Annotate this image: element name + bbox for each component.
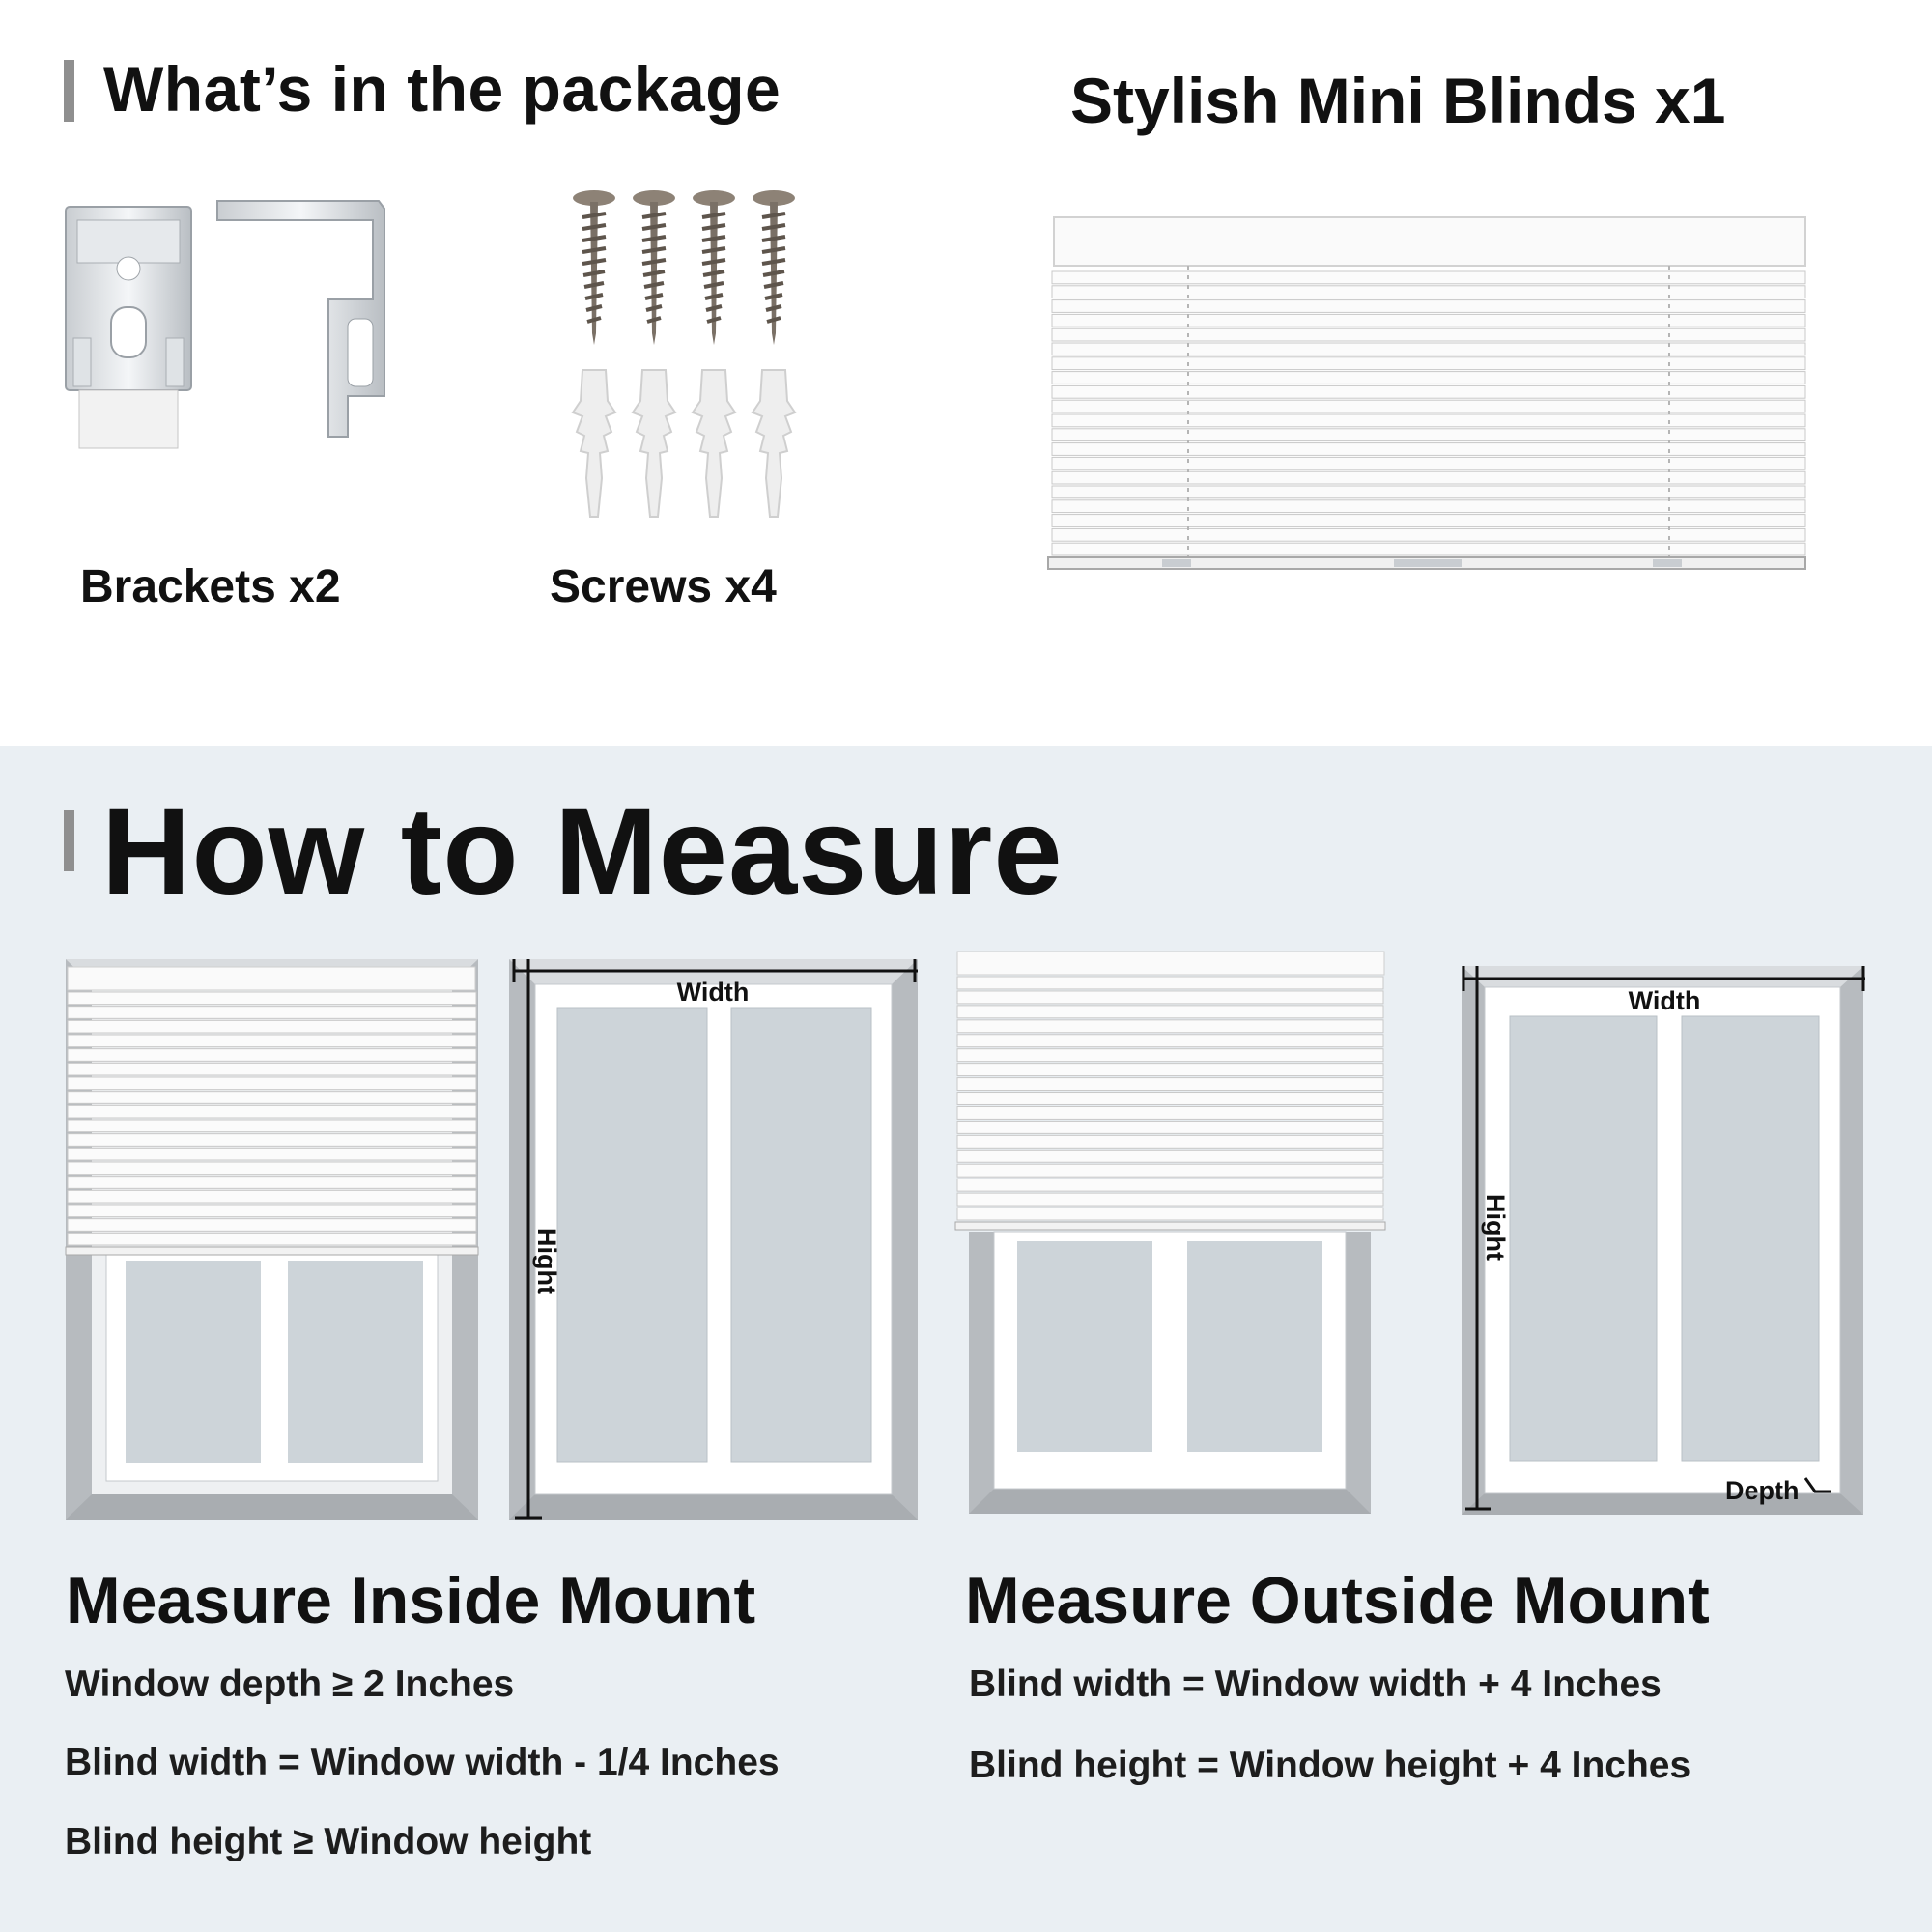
inside-mount-blind-window — [66, 959, 478, 1520]
outside-rule-height: Blind height = Window height + 4 Inches — [969, 1745, 1691, 1786]
brackets-caption: Brackets x2 — [80, 561, 341, 612]
width-label: Width — [676, 978, 750, 1007]
inside-rule-depth: Window depth ≥ 2 Inches — [65, 1663, 515, 1705]
height-label: Hight — [1481, 1194, 1510, 1261]
width-label: Width — [1628, 986, 1701, 1015]
outside-rule-width: Blind width = Window width + 4 Inches — [969, 1663, 1662, 1705]
inside-rule-height: Blind height ≥ Window height — [65, 1821, 592, 1862]
brackets-image — [58, 193, 396, 454]
section-accent-bar — [64, 60, 74, 122]
mini-blinds-image — [1046, 217, 1807, 575]
outside-mount-blind-window — [955, 952, 1385, 1514]
outside-mount-dimension-window — [1462, 966, 1867, 1515]
screws-caption: Screws x4 — [550, 561, 777, 612]
section-accent-bar — [64, 810, 74, 871]
how-to-measure-title: How to Measure — [101, 782, 1064, 921]
outside-mount-title: Measure Outside Mount — [965, 1564, 1710, 1637]
screws-image — [555, 188, 807, 522]
height-label: Hight — [532, 1228, 561, 1294]
depth-label: Depth — [1725, 1476, 1800, 1505]
inside-mount-title: Measure Inside Mount — [66, 1564, 756, 1637]
inside-rule-width: Blind width = Window width - 1/4 Inches — [65, 1742, 780, 1783]
inside-mount-dimension-window — [509, 959, 918, 1520]
blinds-title: Stylish Mini Blinds x1 — [1070, 65, 1726, 136]
package-title: What’s in the package — [103, 53, 781, 125]
